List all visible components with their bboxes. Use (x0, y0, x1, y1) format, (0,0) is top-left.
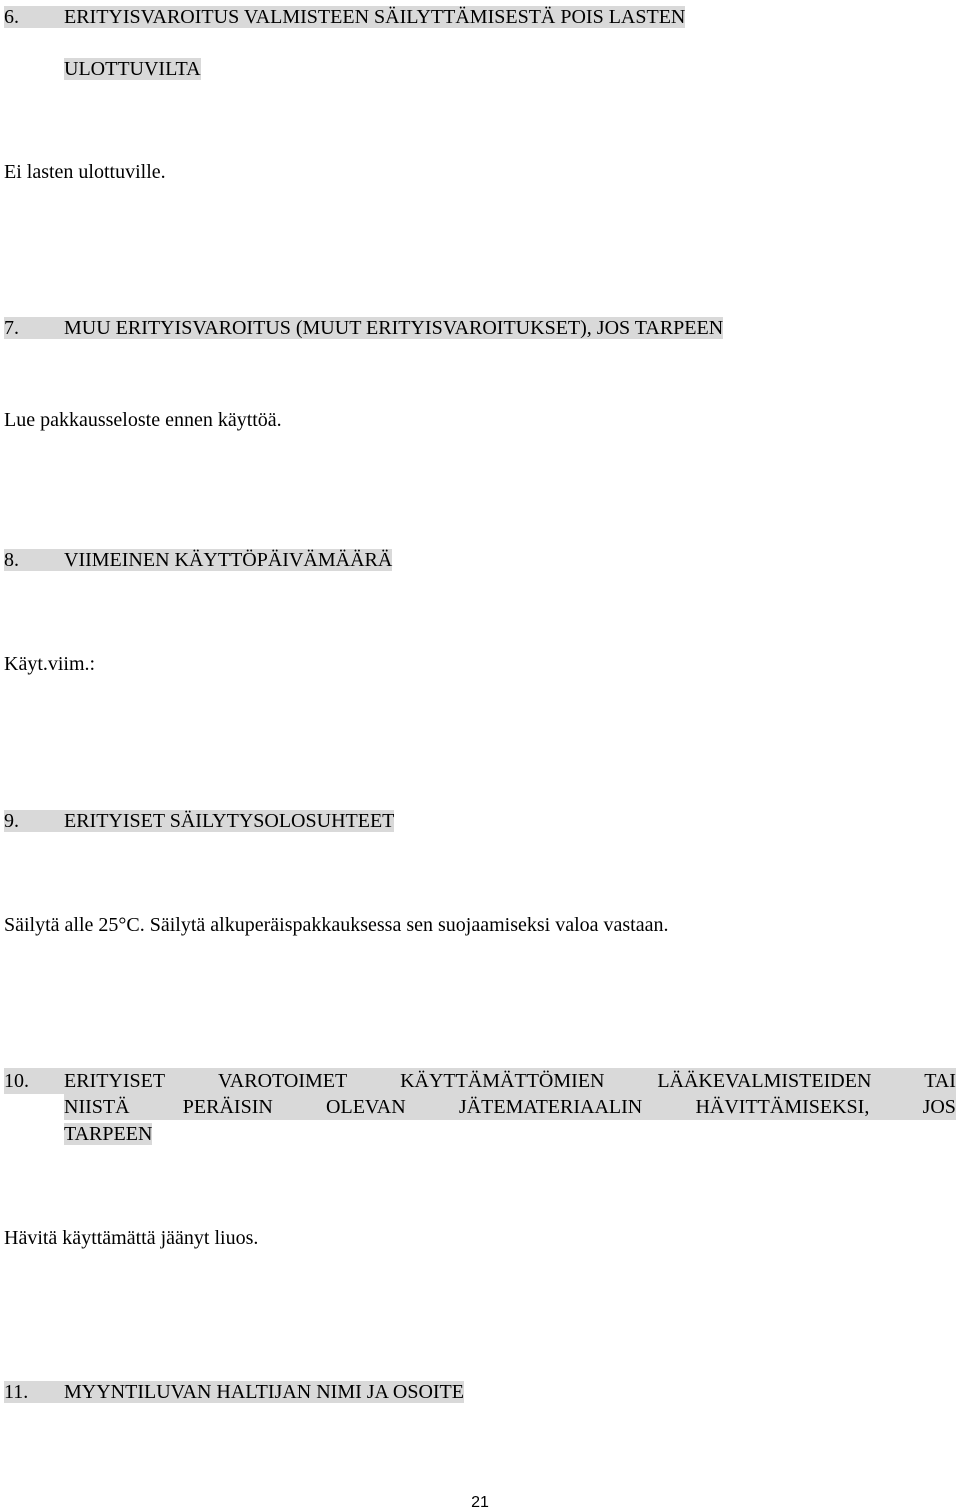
section-8-heading-highlight (4, 549, 392, 571)
section-6-number: 6. (4, 6, 19, 28)
section-8-heading-text: VIIMEINEN KÄYTTÖPÄIVÄMÄÄRÄ (64, 549, 393, 571)
page-number: 21 (471, 1494, 489, 1511)
section-6-body: Ei lasten ulottuville. (4, 161, 166, 183)
section-6-heading (4, 4, 685, 30)
heading-word: HÄVITTÄMISEKSI, (695, 1096, 870, 1118)
section-7-heading (4, 315, 723, 341)
section-6-heading-cont (64, 56, 201, 82)
section-9-heading-text: ERITYISET SÄILYTYSOLOSUHTEET (64, 810, 395, 832)
heading-word: OLEVAN (326, 1096, 406, 1118)
section-6-heading-line2: ULOTTUVILTA (64, 58, 201, 80)
section-11-heading-text: MYYNTILUVAN HALTIJAN NIMI JA OSOITE (64, 1381, 464, 1403)
heading-word: ERITYISET (64, 1070, 166, 1092)
section-11-heading-highlight (4, 1381, 464, 1403)
section-9-number: 9. (4, 810, 19, 832)
section-10-heading-line3 (64, 1121, 152, 1147)
section-8-body: Käyt.viim.: (4, 653, 96, 675)
section-10-heading-line2-words (64, 1094, 956, 1120)
heading-word: PERÄISIN (182, 1096, 273, 1118)
section-7-heading-highlight (4, 317, 723, 339)
section-10-heading-line1-words (64, 1068, 956, 1094)
heading-word: KÄYTTÄMÄTTÖMIEN (400, 1070, 605, 1092)
heading-word: JOS (922, 1096, 956, 1118)
section-7-number: 7. (4, 317, 19, 339)
section-11-number: 11. (4, 1381, 29, 1403)
section-6-heading-line1: ERITYISVAROITUS VALMISTEEN SÄILYTTÄMISESTÄ POIS LASTEN (64, 6, 686, 28)
section-7-heading-text: MUU ERITYISVAROITUS (MUUT ERITYISVAROITUKSET), JOS TARPEEN (64, 317, 724, 339)
section-10-heading-line3-text: TARPEEN (64, 1123, 153, 1145)
section-10-indent (4, 1094, 64, 1120)
section-11-heading (4, 1379, 464, 1405)
section-9-body: Säilytä alle 25°C. Säilytä alkuperäispakkauksessa sen suojaamiseksi valoa vastaan. (4, 914, 669, 936)
section-10-number: 10. (4, 1070, 29, 1092)
heading-word: JÄTEMATERIAALIN (458, 1096, 643, 1118)
heading-word: NIISTÄ (64, 1096, 130, 1118)
section-10-body: Hävitä käyttämättä jäänyt liuos. (4, 1227, 259, 1249)
section-8-heading (4, 547, 392, 573)
heading-word: VAROTOIMET (217, 1070, 348, 1092)
heading-word: LÄÄKEVALMISTEIDEN (657, 1070, 872, 1092)
section-6-heading-highlight (4, 6, 685, 28)
section-9-heading-highlight (4, 810, 394, 832)
section-10-heading-line2 (4, 1094, 956, 1120)
section-9-heading (4, 808, 394, 834)
heading-word: TAI (924, 1070, 956, 1092)
section-8-number: 8. (4, 549, 19, 571)
section-7-body: Lue pakkausseloste ennen käyttöä. (4, 409, 282, 431)
section-10-heading-line1 (4, 1068, 956, 1094)
